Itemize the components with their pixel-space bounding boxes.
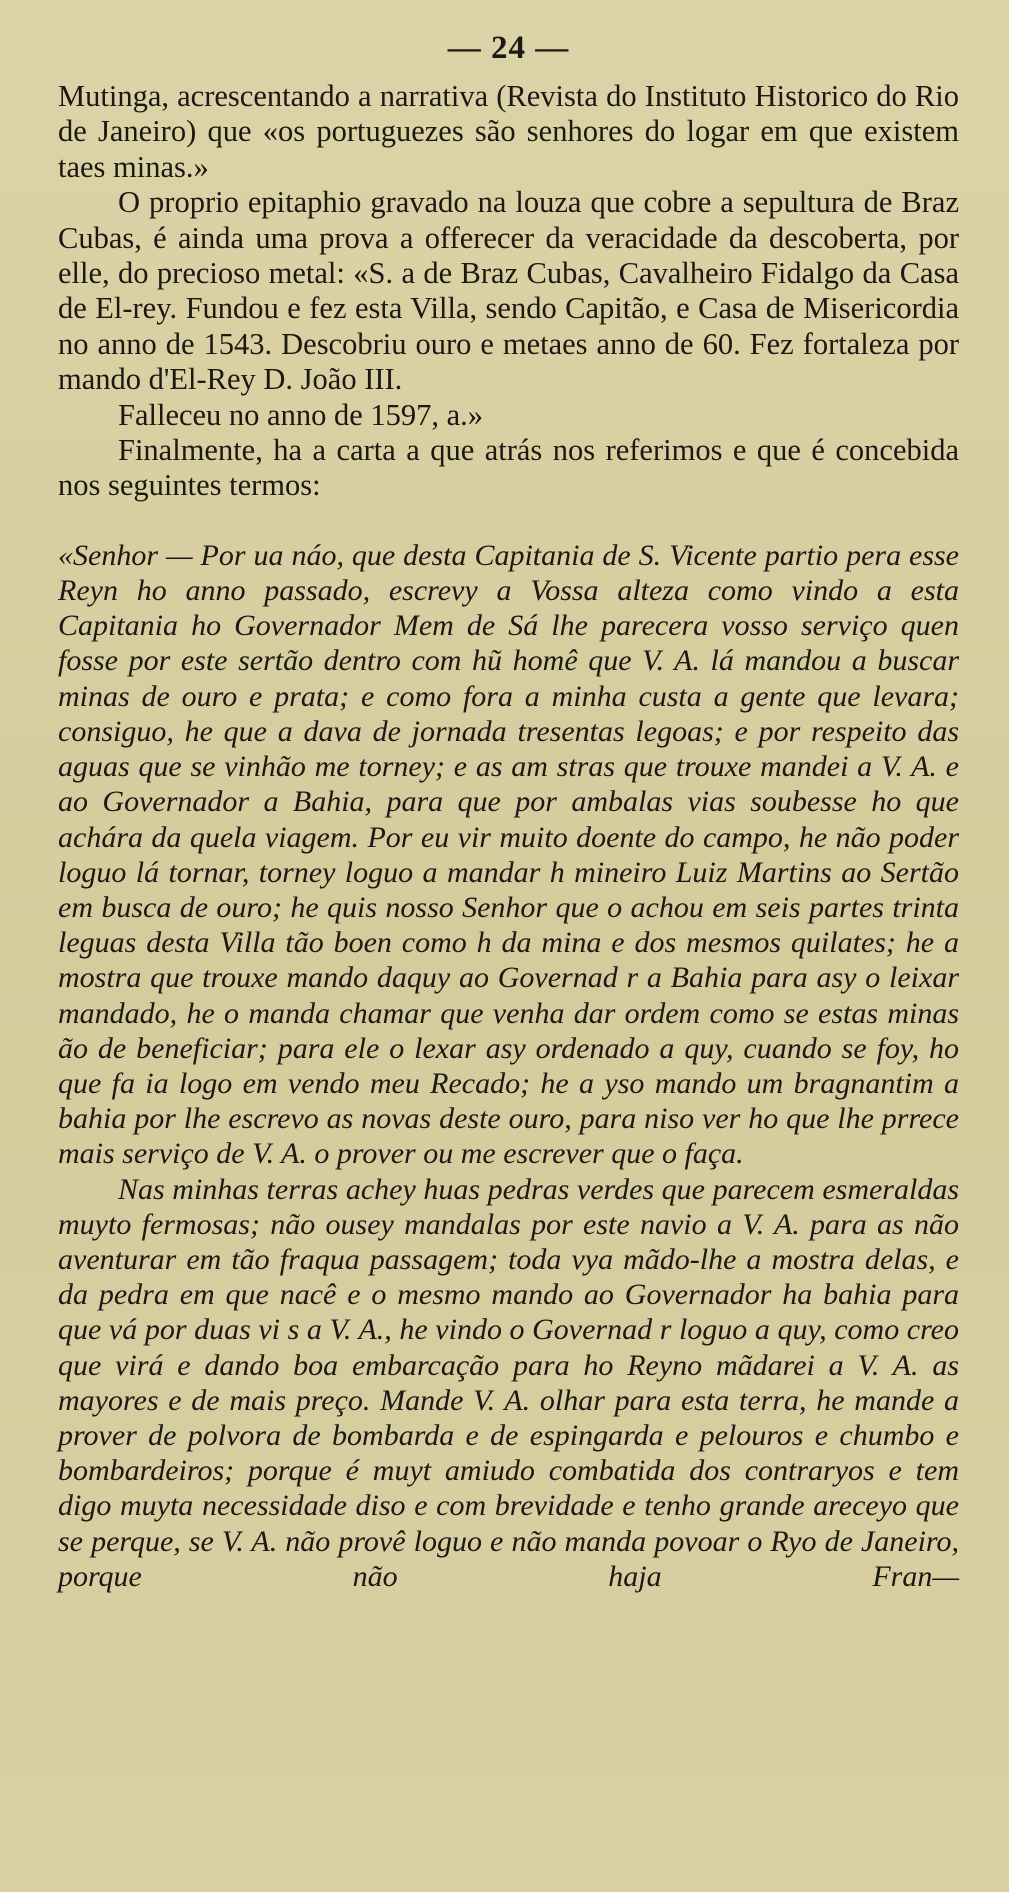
paragraph-epitaphio: O proprio epitaphio gravado na louza que cobre a sepultura de Braz Cubas, é ainda uma prova a offerecer da veracidade da descoberta, por elle, do precioso metal: «S. a de Braz Cubas, Cavalheiro Fidalgo da Casa de El-rey. Fundou e fez esta Villa, sendo Capitão, e Casa de Misericordia no anno de 1543. Descobriu ouro e metaes anno de 60. Fez fortaleza por mando d'El-Rey D. João III.	[58, 185, 959, 397]
page-number: — 24 —	[447, 30, 570, 66]
intro-text	[58, 79, 959, 504]
paragraph-mutinga: Mutinga, acrescentando a narrativa (Revista do Instituto Historico do Rio de Janeiro) que «os portuguezes são senhores do logar em que existem taes minas.»	[58, 79, 959, 184]
quoted-letter	[58, 538, 959, 1594]
paragraph-falleceu: Falleceu no anno de 1597, a.»	[118, 397, 484, 432]
letter-paragraph-2: Nas minhas terras achey huas pedras verdes que parecem esmeraldas muyto fermosas; não ousey mandalas por este navio a V. A. para as não aventurar em tão fraqua passagem; toda vya mãdo-lhe a mostra delas, e da pedra em que nacê e o mesmo mando ao Governador ha bahia para que vá por duas vi s a V. A., he vindo o Governad r loguo a quy, como creo que virá e dando boa embarcação para ho Reyno mãdarei a V. A. as mayores e de mais preço. Mande V. A. olhar para esta terra, he mande a prover de polvora de bombarda e de espingarda e pelouros e chumbo e bombardeiros; porque é muyt amiudo combatida dos contraryos e tem digo muyta necessidade diso e com brevidade e tenho grande areceyo que se perque, se V. A. não provê loguo e não manda povoar o Ryo de Janeiro, porque não haja Fran—	[58, 1172, 959, 1593]
paragraph-finalmente: Finalmente, ha a carta a que atrás nos referimos e que é concebida nos seguintes termos:	[58, 433, 959, 503]
letter-paragraph-1: «Senhor — Por ua náo, que desta Capitania de S. Vicente partio pera esse Reyn ho anno passado, escrevy a Vossa alteza como vindo a esta Capitania ho Governador Mem de Sá lhe parecera vosso serviço quen fosse por este sertão dentro com hũ homê que V. A. lá mandou a buscar minas de ouro e prata; e como fora a minha custa a gente que levara; consiguo, he que a dava de jornada tresentas legoas; e por respeito das aguas que se vinhão me torney; e as am stras que trouxe mandei a V. A. e ao Governador a Bahia, para que por ambalas vias soubesse ho que achára da quela viagem. Por eu vir muito doente do campo, he não poder loguo lá tornar, torney loguo a mandar h mineiro Luiz Martins ao Sertão em busca de ouro; he quis nosso Senhor que o achou em seis partes trinta leguas desta Villa tão boen como h da mina e dos mesmos quilates; he a mostra que trouxe mando daquy ao Governad r a Bahia para asy o leixar mandado, he o manda chamar que venha dar ordem como se estas minas ão de beneficiar; para ele o lexar asy ordenado a quy, cuando se foy, ho que fa ia logo em vendo meu Recado; he a yso mando um bragnantim a bahia por lhe escrevo as novas deste ouro, para niso ver ho que lhe prrece mais serviço de V. A. o prover ou me escrever que o faça.	[58, 538, 959, 1171]
